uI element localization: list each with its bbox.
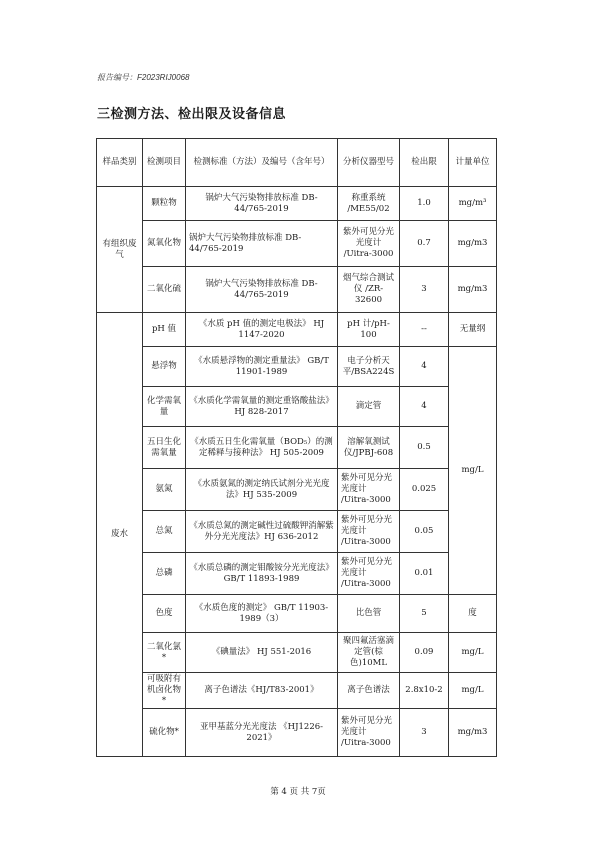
report-number: 报告编号：F2023RIJ0068 bbox=[97, 73, 190, 82]
cell-standard: 亚甲基蓝分光光度法 《HJ1226-2021》 bbox=[186, 709, 338, 757]
cell-limit: -- bbox=[400, 313, 449, 347]
table-header-row bbox=[97, 139, 497, 187]
cell-limit: 4 bbox=[400, 387, 449, 427]
cell-standard: 《碘量法》 HJ 551-2016 bbox=[186, 633, 338, 673]
cell-instrument: 紫外可见分光光度计 /Uitra-3000 bbox=[338, 553, 400, 595]
cell-item: 颗粒物 bbox=[143, 187, 186, 221]
cell-limit: 5 bbox=[400, 595, 449, 633]
group-gas: 有组织废气 bbox=[97, 187, 143, 313]
cell-unit: 无量纲 bbox=[449, 313, 497, 347]
cell-item: 化学需氧量 bbox=[143, 387, 186, 427]
cell-unit: mg/L bbox=[449, 633, 497, 673]
header-standard: 检测标准（方法）及编号（含年号） bbox=[186, 139, 338, 187]
cell-unit: mg/L bbox=[449, 673, 497, 709]
merged-unit: mg/L bbox=[449, 347, 497, 595]
cell-limit: 0.7 bbox=[400, 221, 449, 267]
table-row bbox=[97, 427, 497, 469]
cell-instrument: 滴定管 bbox=[338, 387, 400, 427]
table-row bbox=[97, 595, 497, 633]
cell-instrument: 离子色谱法 bbox=[338, 673, 400, 709]
cell-limit: 3 bbox=[400, 267, 449, 313]
group-water: 废水 bbox=[97, 313, 143, 757]
cell-item: pH 值 bbox=[143, 313, 186, 347]
section-title: 三检测方法、检出限及设备信息 bbox=[97, 107, 287, 122]
cell-item: 氨氮 bbox=[143, 469, 186, 511]
cell-instrument: 溶解氧测试仪/JPBJ-608 bbox=[338, 427, 400, 469]
cell-unit: mg/m3 bbox=[449, 221, 497, 267]
table-row bbox=[97, 347, 497, 387]
table-row bbox=[97, 313, 497, 347]
cell-standard: 《水质总磷的测定钼酸铵分光光度法》GB/T 11893-1989 bbox=[186, 553, 338, 595]
cell-instrument: 紫外可见分光光度计 /Uitra-3000 bbox=[338, 469, 400, 511]
cell-limit: 0.01 bbox=[400, 553, 449, 595]
cell-unit: mg/m3 bbox=[449, 267, 497, 313]
cell-item: 二氧化硫 bbox=[143, 267, 186, 313]
table-row bbox=[97, 633, 497, 673]
cell-limit: 3 bbox=[400, 709, 449, 757]
cell-standard: 《水质化学需氧量的测定重铬酸盐法》HJ 828-2017 bbox=[186, 387, 338, 427]
cell-unit: mg/m3 bbox=[449, 709, 497, 757]
header-instrument: 分析仪器型号 bbox=[338, 139, 400, 187]
cell-standard: 锅炉大气污染物排放标准 DB-44/765-2019 bbox=[186, 221, 338, 267]
cell-limit: 0.5 bbox=[400, 427, 449, 469]
cell-instrument: 烟气综合测试仪 /ZR-32600 bbox=[338, 267, 400, 313]
header-category: 样品类别 bbox=[97, 139, 143, 187]
header-unit: 计量单位 bbox=[449, 139, 497, 187]
cell-item: 总氮 bbox=[143, 511, 186, 553]
cell-instrument: pH 计/pH-100 bbox=[338, 313, 400, 347]
cell-instrument: 聚四氟活塞滴定管(棕色)10ML bbox=[338, 633, 400, 673]
cell-item: 硫化物* bbox=[143, 709, 186, 757]
cell-standard: 《水质总氮的测定碱性过硫酸钾消解紫外分光光度法》HJ 636-2012 bbox=[186, 511, 338, 553]
table-row bbox=[97, 673, 497, 709]
cell-item: 悬浮物 bbox=[143, 347, 186, 387]
table-row bbox=[97, 187, 497, 221]
cell-instrument: 称重系统 /ME55/02 bbox=[338, 187, 400, 221]
header-limit: 检出限 bbox=[400, 139, 449, 187]
cell-limit: 1.0 bbox=[400, 187, 449, 221]
cell-limit: 0.025 bbox=[400, 469, 449, 511]
cell-instrument: 电子分析天平/BSA224S bbox=[338, 347, 400, 387]
cell-standard: 《水质五日生化需氧量（BOD₅）的测定稀释与接种法》 HJ 505-2009 bbox=[186, 427, 338, 469]
cell-standard: 锅炉大气污染物排放标准 DB-44/765-2019 bbox=[186, 187, 338, 221]
cell-instrument: 紫外可见分光光度计 /Uitra-3000 bbox=[338, 709, 400, 757]
cell-limit: 0.05 bbox=[400, 511, 449, 553]
cell-standard: 《水质悬浮物的测定重量法》 GB/T 11901-1989 bbox=[186, 347, 338, 387]
cell-instrument: 紫外可见分光光度计 /Uitra-3000 bbox=[338, 511, 400, 553]
cell-instrument: 比色管 bbox=[338, 595, 400, 633]
cell-item: 总磷 bbox=[143, 553, 186, 595]
cell-limit: 0.09 bbox=[400, 633, 449, 673]
cell-item: 五日生化需氧量 bbox=[143, 427, 186, 469]
cell-standard: 《水质色度的测定》 GB/T 11903-1989（3） bbox=[186, 595, 338, 633]
cell-limit: 2.8x10-2 bbox=[400, 673, 449, 709]
cell-unit: 度 bbox=[449, 595, 497, 633]
table-row bbox=[97, 511, 497, 553]
cell-item: 可吸附有机卤化物* bbox=[143, 673, 186, 709]
cell-standard: 《水质氨氮的测定纳氏试剂分光光度法》HJ 535-2009 bbox=[186, 469, 338, 511]
methods-table bbox=[96, 138, 497, 757]
table-row bbox=[97, 387, 497, 427]
table-row bbox=[97, 469, 497, 511]
cell-instrument: 紫外可见分光光度计 /Uitra-3000 bbox=[338, 221, 400, 267]
cell-item: 氮氧化物 bbox=[143, 221, 186, 267]
table-row bbox=[97, 709, 497, 757]
table-row bbox=[97, 553, 497, 595]
table-row bbox=[97, 221, 497, 267]
cell-standard: 《水质 pH 值的测定电极法》 HJ 1147-2020 bbox=[186, 313, 338, 347]
page-footer: 第 4 页 共 7页 bbox=[270, 787, 326, 797]
cell-item: 色度 bbox=[143, 595, 186, 633]
cell-unit: mg/m³ bbox=[449, 187, 497, 221]
cell-limit: 4 bbox=[400, 347, 449, 387]
cell-item: 二氧化氯* bbox=[143, 633, 186, 673]
header-item: 检测项目 bbox=[143, 139, 186, 187]
table-row bbox=[97, 267, 497, 313]
cell-standard: 离子色谱法《HJ/T83-2001》 bbox=[186, 673, 338, 709]
cell-standard: 锅炉大气污染物排放标准 DB-44/765-2019 bbox=[186, 267, 338, 313]
